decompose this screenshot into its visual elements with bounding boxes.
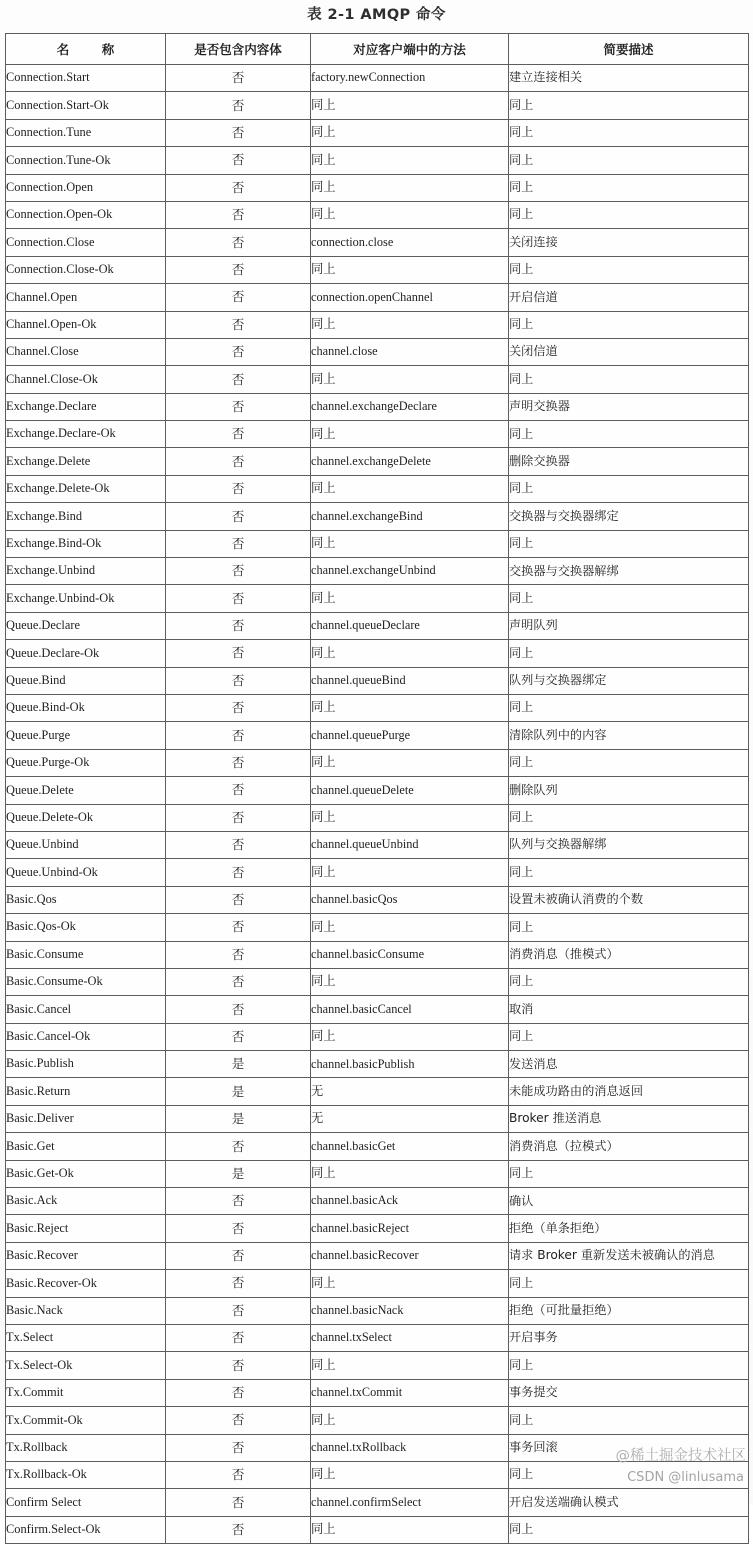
- table-row: [6, 1461, 749, 1488]
- table-row: [6, 338, 749, 365]
- cell-command-name: Basic.Nack: [6, 1297, 166, 1324]
- cell-client-method: channel.confirmSelect: [311, 1489, 509, 1516]
- cell-has-content-body: 否: [166, 393, 311, 420]
- column-header-name: [6, 34, 166, 65]
- cell-client-method: 同上: [311, 914, 509, 941]
- table-row: [6, 503, 749, 530]
- cell-command-name: Basic.Return: [6, 1078, 166, 1105]
- cell-command-name: Queue.Bind: [6, 667, 166, 694]
- table-row: [6, 1516, 749, 1543]
- cell-command-name: Exchange.Unbind: [6, 558, 166, 585]
- cell-client-method: factory.newConnection: [311, 65, 509, 92]
- cell-description: 交换器与交换器解绑: [509, 558, 749, 585]
- amqp-commands-table: [5, 33, 749, 1544]
- cell-command-name: Tx.Select-Ok: [6, 1352, 166, 1379]
- cell-description: 清除队列中的内容: [509, 722, 749, 749]
- cell-client-method: 同上: [311, 174, 509, 201]
- table-row: [6, 475, 749, 502]
- cell-has-content-body: 是: [166, 1051, 311, 1078]
- cell-description: 声明交换器: [509, 393, 749, 420]
- cell-description: 设置未被确认消费的个数: [509, 886, 749, 913]
- cell-client-method: channel.queueDelete: [311, 777, 509, 804]
- cell-command-name: Basic.Qos: [6, 886, 166, 913]
- cell-command-name: Queue.Unbind: [6, 831, 166, 858]
- table-row: [6, 1352, 749, 1379]
- cell-description: 同上: [509, 859, 749, 886]
- table-row: [6, 1215, 749, 1242]
- cell-client-method: 同上: [311, 256, 509, 283]
- cell-has-content-body: 否: [166, 201, 311, 228]
- table-row: [6, 585, 749, 612]
- cell-description: 声明队列: [509, 612, 749, 639]
- cell-description: 同上: [509, 914, 749, 941]
- cell-client-method: connection.openChannel: [311, 284, 509, 311]
- cell-description: 同上: [509, 694, 749, 721]
- cell-command-name: Channel.Open: [6, 284, 166, 311]
- cell-description: 同上: [509, 147, 749, 174]
- cell-command-name: Queue.Bind-Ok: [6, 694, 166, 721]
- column-header-has-body: 是否包含内容体: [166, 34, 311, 65]
- cell-client-method: 同上: [311, 968, 509, 995]
- cell-has-content-body: 否: [166, 311, 311, 338]
- table-row: [6, 859, 749, 886]
- cell-has-content-body: 是: [166, 1078, 311, 1105]
- cell-has-content-body: 否: [166, 366, 311, 393]
- cell-description: 开启信道: [509, 284, 749, 311]
- cell-command-name: Basic.Recover-Ok: [6, 1270, 166, 1297]
- cell-has-content-body: 否: [166, 941, 311, 968]
- cell-description: 消费消息（推模式）: [509, 941, 749, 968]
- cell-description: Broker 推送消息: [509, 1105, 749, 1132]
- cell-has-content-body: 否: [166, 1516, 311, 1543]
- cell-command-name: Basic.Publish: [6, 1051, 166, 1078]
- table-row: [6, 694, 749, 721]
- cell-has-content-body: 否: [166, 1023, 311, 1050]
- cell-description: 关闭信道: [509, 338, 749, 365]
- cell-client-method: 同上: [311, 1023, 509, 1050]
- cell-client-method: channel.exchangeUnbind: [311, 558, 509, 585]
- table-row: [6, 284, 749, 311]
- table-row: [6, 1188, 749, 1215]
- table-row: [6, 941, 749, 968]
- cell-client-method: 同上: [311, 530, 509, 557]
- cell-has-content-body: 否: [166, 694, 311, 721]
- cell-command-name: Basic.Cancel: [6, 996, 166, 1023]
- table-row: [6, 804, 749, 831]
- cell-client-method: channel.basicQos: [311, 886, 509, 913]
- cell-client-method: connection.close: [311, 229, 509, 256]
- cell-description: 同上: [509, 1270, 749, 1297]
- table-row: [6, 1051, 749, 1078]
- cell-client-method: 同上: [311, 1407, 509, 1434]
- cell-description: 同上: [509, 968, 749, 995]
- cell-client-method: channel.txRollback: [311, 1434, 509, 1461]
- table-row: [6, 1324, 749, 1351]
- cell-has-content-body: 否: [166, 284, 311, 311]
- cell-client-method: channel.basicPublish: [311, 1051, 509, 1078]
- table-row: [6, 831, 749, 858]
- column-header-client-method: 对应客户端中的方法: [311, 34, 509, 65]
- cell-description: 同上: [509, 1461, 749, 1488]
- cell-command-name: Connection.Open-Ok: [6, 201, 166, 228]
- cell-command-name: Queue.Purge: [6, 722, 166, 749]
- cell-description: 同上: [509, 311, 749, 338]
- cell-description: 建立连接相关: [509, 65, 749, 92]
- cell-has-content-body: 否: [166, 1242, 311, 1269]
- cell-has-content-body: 是: [166, 1105, 311, 1132]
- cell-client-method: 同上: [311, 421, 509, 448]
- cell-description: 交换器与交换器绑定: [509, 503, 749, 530]
- cell-client-method: 同上: [311, 147, 509, 174]
- cell-command-name: Basic.Consume: [6, 941, 166, 968]
- cell-has-content-body: 否: [166, 256, 311, 283]
- cell-has-content-body: 否: [166, 1324, 311, 1351]
- cell-has-content-body: 否: [166, 1188, 311, 1215]
- table-row: [6, 612, 749, 639]
- cell-description: 队列与交换器绑定: [509, 667, 749, 694]
- cell-command-name: Queue.Unbind-Ok: [6, 859, 166, 886]
- table-row: [6, 1078, 749, 1105]
- cell-client-method: channel.queueDeclare: [311, 612, 509, 639]
- cell-description: 同上: [509, 366, 749, 393]
- cell-command-name: Connection.Open: [6, 174, 166, 201]
- cell-client-method: channel.txSelect: [311, 1324, 509, 1351]
- cell-command-name: Queue.Purge-Ok: [6, 749, 166, 776]
- cell-client-method: 无: [311, 1105, 509, 1132]
- cell-client-method: channel.basicGet: [311, 1133, 509, 1160]
- cell-command-name: Queue.Delete-Ok: [6, 804, 166, 831]
- cell-description: 同上: [509, 1407, 749, 1434]
- cell-command-name: Confirm Select: [6, 1489, 166, 1516]
- table-row: [6, 65, 749, 92]
- cell-command-name: Connection.Tune-Ok: [6, 147, 166, 174]
- table-row: [6, 256, 749, 283]
- table-row: [6, 1242, 749, 1269]
- cell-has-content-body: 否: [166, 585, 311, 612]
- cell-has-content-body: 否: [166, 804, 311, 831]
- cell-command-name: Channel.Close: [6, 338, 166, 365]
- cell-has-content-body: 否: [166, 1352, 311, 1379]
- table-body: [6, 65, 749, 1544]
- cell-command-name: Connection.Start-Ok: [6, 92, 166, 119]
- cell-client-method: 同上: [311, 366, 509, 393]
- cell-has-content-body: 是: [166, 1160, 311, 1187]
- table-row: [6, 119, 749, 146]
- cell-command-name: Exchange.Unbind-Ok: [6, 585, 166, 612]
- cell-has-content-body: 否: [166, 1215, 311, 1242]
- cell-description: 同上: [509, 804, 749, 831]
- cell-client-method: 同上: [311, 749, 509, 776]
- table-row: [6, 92, 749, 119]
- cell-description: 同上: [509, 201, 749, 228]
- cell-command-name: Basic.Recover: [6, 1242, 166, 1269]
- cell-has-content-body: 否: [166, 1489, 311, 1516]
- cell-has-content-body: 否: [166, 92, 311, 119]
- cell-client-method: 同上: [311, 311, 509, 338]
- table-row: [6, 722, 749, 749]
- cell-command-name: Basic.Get: [6, 1133, 166, 1160]
- cell-command-name: Confirm.Select-Ok: [6, 1516, 166, 1543]
- cell-command-name: Basic.Ack: [6, 1188, 166, 1215]
- table-header: [6, 34, 749, 65]
- cell-has-content-body: 否: [166, 777, 311, 804]
- cell-client-method: 同上: [311, 1160, 509, 1187]
- cell-client-method: channel.basicNack: [311, 1297, 509, 1324]
- cell-command-name: Exchange.Declare-Ok: [6, 421, 166, 448]
- table-row: [6, 366, 749, 393]
- table-row: [6, 667, 749, 694]
- cell-description: 同上: [509, 749, 749, 776]
- cell-has-content-body: 否: [166, 667, 311, 694]
- cell-has-content-body: 否: [166, 1407, 311, 1434]
- cell-description: 关闭连接: [509, 229, 749, 256]
- cell-client-method: channel.basicAck: [311, 1188, 509, 1215]
- cell-has-content-body: 否: [166, 1461, 311, 1488]
- table-row: [6, 777, 749, 804]
- amqp-commands-table-wrapper: [5, 33, 748, 1544]
- cell-has-content-body: 否: [166, 996, 311, 1023]
- table-row: [6, 749, 749, 776]
- table-row: [6, 421, 749, 448]
- cell-description: 确认: [509, 1188, 749, 1215]
- table-row: [6, 558, 749, 585]
- cell-description: 同上: [509, 640, 749, 667]
- table-row: [6, 886, 749, 913]
- cell-has-content-body: 否: [166, 421, 311, 448]
- table-row: [6, 448, 749, 475]
- table-row: [6, 311, 749, 338]
- cell-client-method: 同上: [311, 201, 509, 228]
- cell-command-name: Tx.Commit: [6, 1379, 166, 1406]
- cell-client-method: channel.basicConsume: [311, 941, 509, 968]
- column-header-name-label: 名 称: [56, 42, 125, 57]
- cell-description: 拒绝（可批量拒绝）: [509, 1297, 749, 1324]
- cell-has-content-body: 否: [166, 1434, 311, 1461]
- cell-command-name: Channel.Open-Ok: [6, 311, 166, 338]
- cell-has-content-body: 否: [166, 119, 311, 146]
- cell-description: 删除交换器: [509, 448, 749, 475]
- cell-client-method: 无: [311, 1078, 509, 1105]
- cell-description: 事务回滚: [509, 1434, 749, 1461]
- cell-command-name: Exchange.Delete-Ok: [6, 475, 166, 502]
- cell-command-name: Tx.Select: [6, 1324, 166, 1351]
- cell-client-method: channel.queueUnbind: [311, 831, 509, 858]
- cell-has-content-body: 否: [166, 886, 311, 913]
- cell-client-method: 同上: [311, 92, 509, 119]
- cell-description: 同上: [509, 1160, 749, 1187]
- cell-has-content-body: 否: [166, 174, 311, 201]
- cell-command-name: Basic.Deliver: [6, 1105, 166, 1132]
- table-row: [6, 1407, 749, 1434]
- cell-has-content-body: 否: [166, 612, 311, 639]
- cell-client-method: 同上: [311, 804, 509, 831]
- cell-has-content-body: 否: [166, 475, 311, 502]
- cell-command-name: Channel.Close-Ok: [6, 366, 166, 393]
- table-row: [6, 393, 749, 420]
- cell-client-method: channel.queuePurge: [311, 722, 509, 749]
- cell-description: 同上: [509, 475, 749, 502]
- cell-client-method: channel.exchangeDeclare: [311, 393, 509, 420]
- cell-description: 同上: [509, 92, 749, 119]
- cell-description: 同上: [509, 1023, 749, 1050]
- cell-description: 同上: [509, 585, 749, 612]
- cell-command-name: Connection.Close: [6, 229, 166, 256]
- table-row: [6, 1133, 749, 1160]
- table-row: [6, 1379, 749, 1406]
- cell-has-content-body: 否: [166, 503, 311, 530]
- cell-has-content-body: 否: [166, 147, 311, 174]
- cell-description: 取消: [509, 996, 749, 1023]
- cell-has-content-body: 否: [166, 640, 311, 667]
- cell-has-content-body: 否: [166, 749, 311, 776]
- cell-description: 删除队列: [509, 777, 749, 804]
- cell-has-content-body: 否: [166, 1270, 311, 1297]
- cell-description: 同上: [509, 174, 749, 201]
- cell-client-method: 同上: [311, 1516, 509, 1543]
- cell-description: 未能成功路由的消息返回: [509, 1078, 749, 1105]
- table-row: [6, 1270, 749, 1297]
- cell-command-name: Basic.Get-Ok: [6, 1160, 166, 1187]
- cell-has-content-body: 否: [166, 831, 311, 858]
- table-row: [6, 1105, 749, 1132]
- cell-client-method: 同上: [311, 859, 509, 886]
- cell-command-name: Tx.Commit-Ok: [6, 1407, 166, 1434]
- cell-command-name: Queue.Delete: [6, 777, 166, 804]
- cell-description: 发送消息: [509, 1051, 749, 1078]
- table-row: [6, 229, 749, 256]
- table-row: [6, 1489, 749, 1516]
- cell-has-content-body: 否: [166, 448, 311, 475]
- cell-command-name: Queue.Declare-Ok: [6, 640, 166, 667]
- cell-description: 同上: [509, 421, 749, 448]
- cell-description: 队列与交换器解绑: [509, 831, 749, 858]
- cell-command-name: Exchange.Delete: [6, 448, 166, 475]
- cell-client-method: channel.queueBind: [311, 667, 509, 694]
- cell-client-method: channel.basicCancel: [311, 996, 509, 1023]
- cell-description: 请求 Broker 重新发送未被确认的消息: [509, 1242, 749, 1269]
- cell-description: 开启事务: [509, 1324, 749, 1351]
- table-row: [6, 147, 749, 174]
- cell-description: 拒绝（单条拒绝）: [509, 1215, 749, 1242]
- cell-description: 事务提交: [509, 1379, 749, 1406]
- cell-has-content-body: 否: [166, 65, 311, 92]
- cell-command-name: Connection.Tune: [6, 119, 166, 146]
- cell-client-method: 同上: [311, 694, 509, 721]
- cell-description: 同上: [509, 1352, 749, 1379]
- cell-has-content-body: 否: [166, 530, 311, 557]
- cell-client-method: channel.close: [311, 338, 509, 365]
- table-row: [6, 201, 749, 228]
- table-row: [6, 530, 749, 557]
- cell-client-method: 同上: [311, 640, 509, 667]
- cell-command-name: Basic.Reject: [6, 1215, 166, 1242]
- cell-command-name: Basic.Consume-Ok: [6, 968, 166, 995]
- table-row: [6, 996, 749, 1023]
- cell-client-method: channel.exchangeDelete: [311, 448, 509, 475]
- table-row: [6, 1023, 749, 1050]
- juejin-watermark: @稀土掘金技术社区: [615, 1448, 746, 1464]
- cell-client-method: 同上: [311, 1270, 509, 1297]
- cell-command-name: Queue.Declare: [6, 612, 166, 639]
- cell-description: 同上: [509, 256, 749, 283]
- cell-has-content-body: 否: [166, 558, 311, 585]
- cell-description: 开启发送端确认模式: [509, 1489, 749, 1516]
- cell-client-method: 同上: [311, 1352, 509, 1379]
- cell-has-content-body: 否: [166, 1133, 311, 1160]
- cell-has-content-body: 否: [166, 229, 311, 256]
- cell-description: 同上: [509, 530, 749, 557]
- table-row: [6, 174, 749, 201]
- cell-command-name: Basic.Qos-Ok: [6, 914, 166, 941]
- table-row: [6, 1297, 749, 1324]
- table-row: [6, 914, 749, 941]
- cell-client-method: channel.basicRecover: [311, 1242, 509, 1269]
- cell-command-name: Basic.Cancel-Ok: [6, 1023, 166, 1050]
- cell-client-method: channel.basicReject: [311, 1215, 509, 1242]
- table-row: [6, 1434, 749, 1461]
- cell-client-method: 同上: [311, 585, 509, 612]
- cell-description: 消费消息（拉模式）: [509, 1133, 749, 1160]
- table-row: [6, 1160, 749, 1187]
- cell-command-name: Connection.Start: [6, 65, 166, 92]
- cell-description: 同上: [509, 1516, 749, 1543]
- cell-command-name: Exchange.Bind-Ok: [6, 530, 166, 557]
- table-row: [6, 968, 749, 995]
- cell-client-method: channel.txCommit: [311, 1379, 509, 1406]
- cell-has-content-body: 否: [166, 338, 311, 365]
- cell-command-name: Exchange.Bind: [6, 503, 166, 530]
- cell-has-content-body: 否: [166, 859, 311, 886]
- cell-has-content-body: 否: [166, 1297, 311, 1324]
- table-caption: 表 2-1 AMQP 命令: [307, 7, 446, 23]
- cell-has-content-body: 否: [166, 1379, 311, 1406]
- cell-description: 同上: [509, 119, 749, 146]
- cell-client-method: 同上: [311, 119, 509, 146]
- table-row: [6, 640, 749, 667]
- cell-command-name: Exchange.Declare: [6, 393, 166, 420]
- cell-has-content-body: 否: [166, 722, 311, 749]
- cell-has-content-body: 否: [166, 968, 311, 995]
- cell-client-method: 同上: [311, 475, 509, 502]
- cell-has-content-body: 否: [166, 914, 311, 941]
- table-header-row: [6, 34, 749, 65]
- cell-command-name: Tx.Rollback-Ok: [6, 1461, 166, 1488]
- csdn-watermark: CSDN @linlusama: [627, 1470, 744, 1485]
- column-header-description: 简要描述: [509, 34, 749, 65]
- cell-command-name: Connection.Close-Ok: [6, 256, 166, 283]
- cell-client-method: 同上: [311, 1461, 509, 1488]
- cell-command-name: Tx.Rollback: [6, 1434, 166, 1461]
- cell-client-method: channel.exchangeBind: [311, 503, 509, 530]
